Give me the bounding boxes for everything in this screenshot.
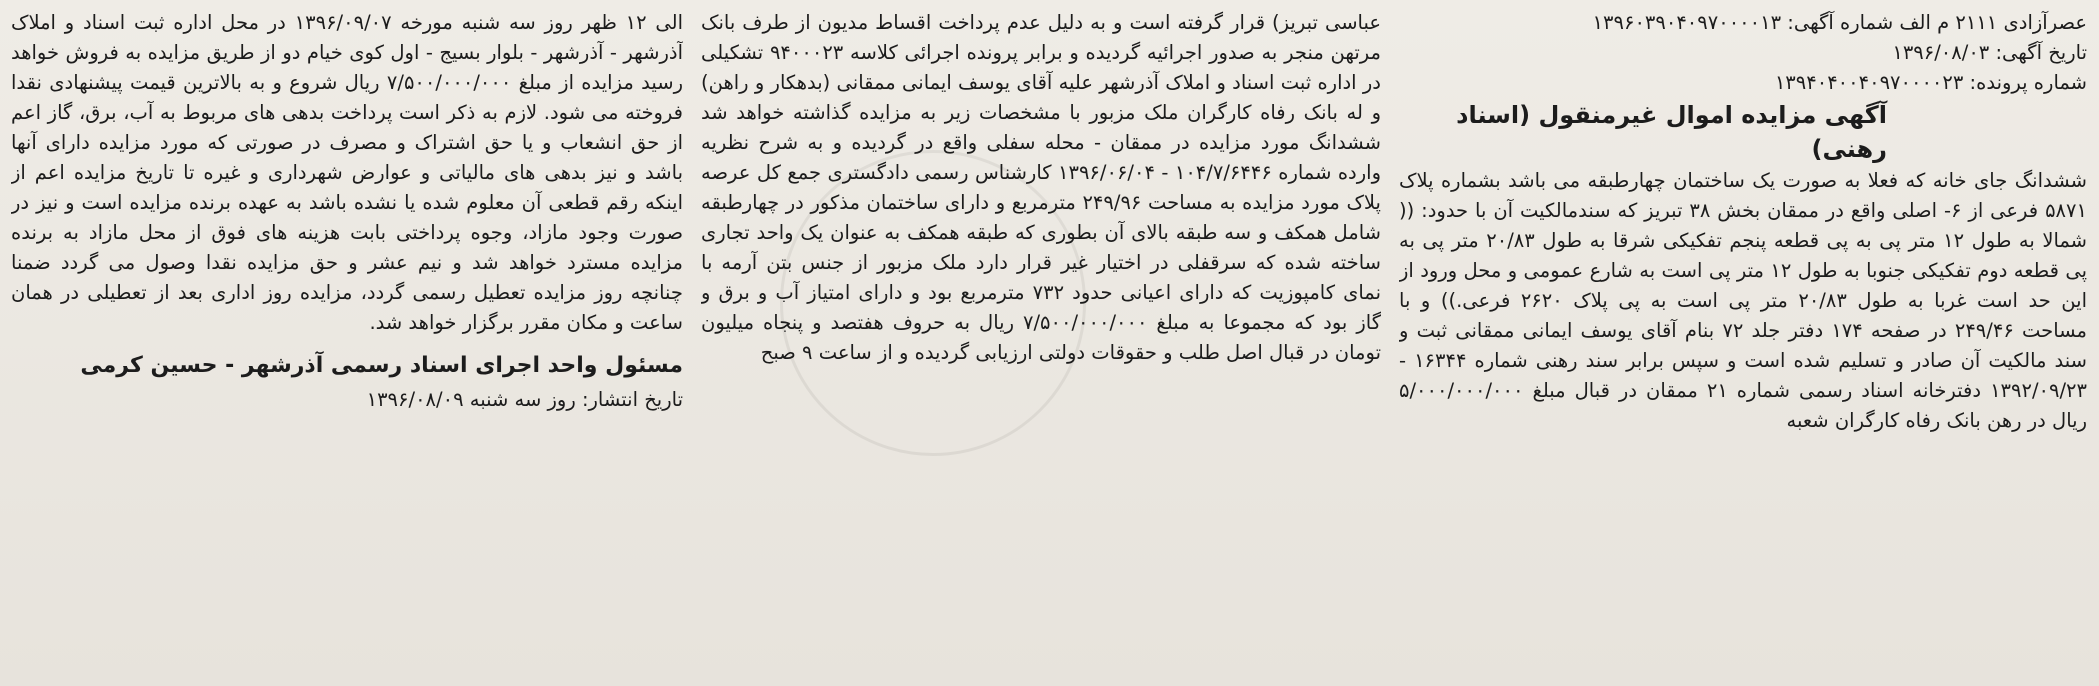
ad-column-middle	[701, 8, 1381, 678]
ad-column-right	[1399, 8, 2087, 678]
ad-body-paragraph-1: ششدانگ جای خانه که فعلا به صورت یک ساختمان چهارطبقه می باشد بشماره پلاک ۵۸۷۱ فرعی از ۶- اصلی واقع در ممقان بخش ۳۸ تبریز که سندمالکیت آن با حدود: (( شمالا به طول ۱۲ متر پی به پی قطعه پنجم تفکیکی شرقا به طول ۲۰/۸۳ متر پی به پی قطعه دوم تفکیکی جنوبا به طول ۱۲ متر پی است به شارع عمومی و محل ورود از این حد است غربا به طول ۲۰/۸۳ متر پی است به پی پلاک ۲۶۲۰ فرعی.)) و با مساحت ۲۴۹/۴۶ در صفحه ۱۷۴ دفتر جلد ۷۲ بنام آقای یوسف ایمانی ممقانی ثبت و سند مالکیت آن صادر و تسلیم شده است و سپس برابر سند رهنی شماره ۱۶۳۴۴ - ۱۳۹۲/۰۹/۲۳ دفترخانه اسناد رسمی شماره ۲۱ ممقان در قبال مبلغ ۵/۰۰۰/۰۰۰/۰۰۰ ریال در رهن بانک رفاه کارگران شعبه	[1399, 169, 2087, 432]
ad-body-paragraph-2: عباسی تبریز) قرار گرفته است و به دلیل عدم پرداخت اقساط مدیون از طرف بانک مرتهن منجر به صدور اجرائیه گردیده و برابر پرونده اجرائی کلاسه ۹۴۰۰۰۲۳ تشکیلی در اداره ثبت اسناد و املاک آذرشهر علیه آقای یوسف ایمانی ممقانی (بدهکار و راهن) و له بانک رفاه کارگران ملک مزبور با مشخصات زیر به مزایده گذاشته خواهد شد ششدانگ مورد مزایده در ممقان - محله سفلی واقع در گردیده و به شرح نظریه وارده شماره ۱۰۴/۷/۶۴۴۶ - ۱۳۹۶/۰۶/۰۴ کارشناس رسمی دادگستری جمع کل عرصه پلاک مورد مزایده به مساحت ۲۴۹/۹۶ مترمربع و دارای ساختمان مذکور در چهارطبقه شامل همکف و سه طبقه بالای آن بطوری که طبقه همکف به عنوان یک واحد تجاری ساخته شده که سرقفلی در اختیار غیر قرار دارد ملک مزبور از جنس بتن آرمه با نمای کامپوزیت که دارای اعیانی حدود ۷۳۲ مترمربع بود و دارای امتیاز آب و برق و گاز بود که مجموعا به مبلغ ۷/۵۰۰/۰۰۰/۰۰۰ ریال به حروف هفتصد و پنجاه میلیون تومان در قبال اصل طلب و حقوقات دولتی ارزیابی گردیده و از ساعت ۹ صبح	[701, 11, 1381, 364]
ad-column-left	[11, 8, 683, 678]
ad-publication-and-number: عصرآزادی ۲۱۱۱ م الف شماره آگهی: ۱۳۹۶۰۳۹۰۴۰۹۷۰۰۰۰۱۳	[1592, 11, 2087, 34]
ad-headline: آگهی مزایده اموال غیرمنقول (اسناد رهنی)	[1456, 101, 1887, 163]
case-number: شماره پرونده: ۱۳۹۴۰۴۰۰۴۰۹۷۰۰۰۰۲۳	[1774, 71, 2087, 94]
publish-date: تاریخ انتشار: روز سه شنبه ۱۳۹۶/۰۸/۰۹	[366, 388, 683, 411]
ad-date: تاریخ آگهی: ۱۳۹۶/۰۸/۰۳	[1892, 41, 2087, 64]
ad-body-paragraph-3: الی ۱۲ ظهر روز سه شنبه مورخه ۱۳۹۶/۰۹/۰۷ در محل اداره ثبت اسناد و املاک آذرشهر - آذرشهر - بلوار بسیج - اول کوی خیام دو از طریق مزایده به فروش خواهد رسید مزایده از مبلغ ۷/۵۰۰/۰۰۰/۰۰۰ ریال شروع و به بالاترین قیمت پیشنهادی نقدا فروخته می شود. لازم به ذکر است پرداخت بدهی های مربوط به آب، برق، گاز اعم از حق انشعاب و یا حق اشتراک و مصرف در صورتی که مورد مزایده دارای آنها باشد و نیز بدهی های مالیاتی و عوارض شهرداری و غیره تا تاریخ مزایده اعم از اینکه رقم قطعی آن معلوم شده یا نشده باشد به عهده برنده مزایده است و نیز در صورت وجود مازاد، وجوه پرداختی بابت هزینه های فوق از محل مازاد به برنده مزایده مسترد خواهد شد و نیم عشر و حق مزایده نقدا وصول می گردد ضمنا چنانچه روز مزایده تعطیل رسمی گردد، مزایده روز اداری بعد از تعطیلی در همان ساعت و مکان مقرر برگزار خواهد شد.	[11, 11, 683, 334]
signature-line: مسئول واحد اجرای اسناد رسمی آذرشهر - حسین کرمی	[80, 353, 683, 378]
